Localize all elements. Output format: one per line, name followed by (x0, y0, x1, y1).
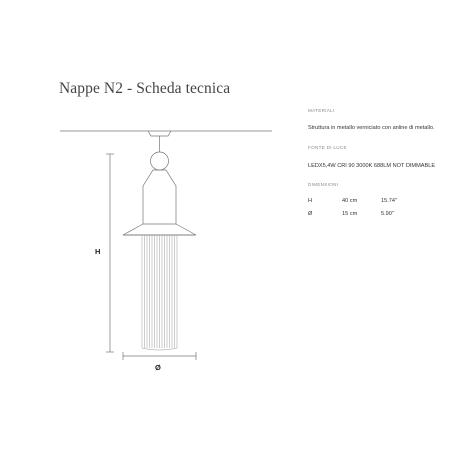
materials-label: MATERIALI (308, 108, 335, 113)
dim-metric-height: 40 cm (342, 198, 358, 204)
height-dimension (106, 154, 114, 352)
lamp-body (143, 170, 176, 224)
lamp-fringe (142, 235, 177, 348)
dimensions-label: DIMENSIONI (308, 182, 339, 187)
page-title: Nappe N2 - Scheda tecnica (59, 80, 231, 97)
dim-metric-diameter: 15 cm (342, 211, 358, 217)
light-source-text: LEDX5,4W CRI 90 3000K 688LM NOT DIMMABLE (308, 163, 436, 169)
materials-text: Struttura in metallo verniciato con anline di metallo. (308, 125, 435, 131)
ceiling-canopy (148, 131, 171, 136)
dim-imperial-height: 15.74'' (381, 198, 398, 204)
height-label: H (95, 247, 101, 256)
lamp-shade (123, 224, 196, 235)
dim-symbol-height: H (308, 198, 313, 204)
lamp-sphere (151, 152, 169, 170)
light-source-label: FONTE DI LUCE (308, 145, 347, 150)
fringe-bottom (142, 348, 177, 350)
diameter-dimension (123, 352, 196, 360)
dim-symbol-diameter: Ø (308, 211, 313, 217)
diameter-label: Ø (155, 363, 161, 372)
dim-imperial-diameter: 5.90'' (381, 211, 395, 217)
